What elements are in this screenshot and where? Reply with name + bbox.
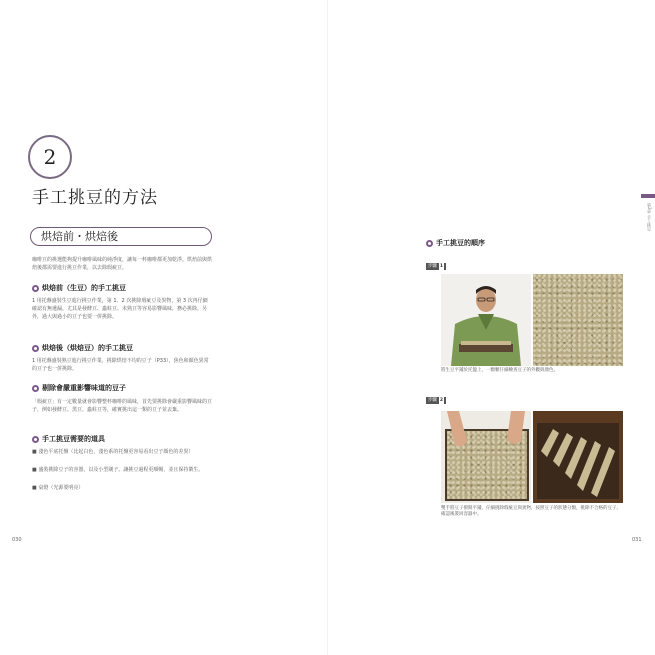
chapter-side-tab [641, 194, 655, 198]
chapter-number-badge [28, 135, 72, 179]
section-heading-3 [32, 383, 126, 393]
page-number-left: 030 [12, 537, 22, 543]
step-caption-2: 雙手將豆子撥開平鋪，仔細挑除瑕疵豆與異物，按照豆子的狀態分類，挑除不合格的豆子。確認後裝回容器中。 [441, 506, 621, 517]
tool-list-item: ■ 淺色平底托盤（比起白色，淺色系的托盤更容易看出豆子顏色的差異） [32, 449, 194, 455]
hands-illustration [441, 411, 531, 503]
step-caption-1: 將生豆平鋪於托盤上，一顆顆仔細檢查豆子的外觀與顏色。 [441, 368, 558, 373]
section-heading-4 [32, 434, 105, 444]
section-body-2: 1 用托盤盛裝熟豆進行挑豆作業，挑除烘焙不均的豆子（P33），焦色和顏色異常的豆子也一併挑除。 [32, 358, 209, 372]
section-body-3: 「瑕疵豆」有一定數量就會影響整杯咖啡的風味，首先要挑除會嚴重影響風味的豆子，例如發酵豆、黑豆、蟲蛀豆等，確實挑出這一類的豆子並丟棄。 [32, 399, 213, 413]
step-label: 步驟 [427, 264, 437, 269]
section-heading-text: 烘焙後（烘焙豆）的手工挑豆 [42, 344, 133, 352]
photo-sorted-bean-rows [533, 411, 623, 503]
chapter-title: 手工挑豆的方法 [32, 188, 158, 208]
chapter-number: 2 [43, 145, 57, 169]
step-label: 步驟 [427, 398, 437, 403]
bullet-circle-icon [32, 436, 39, 443]
bullet-circle-icon [32, 285, 39, 292]
section-heading-1 [32, 283, 126, 293]
procedure-heading [426, 238, 485, 248]
section-heading-text: 手工挑豆需要的道具 [42, 435, 105, 443]
section-heading-text: 烘焙前（生豆）的手工挑豆 [42, 284, 126, 292]
step-number: 2 [439, 398, 444, 403]
step-tag-2 [426, 397, 446, 404]
left-page [0, 0, 327, 655]
section-heading-text: 剔除會嚴重影響味道的豆子 [42, 384, 126, 392]
photo-hands-spreading-beans [441, 411, 531, 503]
bullet-circle-icon [32, 385, 39, 392]
step-tag-1 [426, 263, 446, 270]
section-heading-2 [32, 343, 133, 353]
section-banner: 烘焙前・烘焙後 [30, 227, 212, 246]
bullet-circle-icon [426, 240, 433, 247]
step-number: 1 [439, 264, 444, 269]
sorted-rows-illustration [533, 411, 623, 503]
intro-paragraph: 咖啡豆的挑選能夠提升咖啡風味的純淨度，讓每一杯咖啡都更加乾淨。烘焙前與烘焙後都需要進行挑豆作業，以去除瑕疵豆。 [32, 257, 213, 271]
page-number-right: 031 [632, 537, 642, 543]
tool-list-item: ■ 盛裝挑除豆子的容器，以及小型刷子。讓挑豆過程更順暢，並且保持衛生。 [32, 467, 204, 473]
barista-illustration [441, 274, 531, 366]
tool-list-item: ■ 桌燈（光源要明亮） [32, 485, 84, 491]
photo-barista-sorting [441, 274, 531, 366]
chapter-side-label: 第2章 手工挑豆 [647, 203, 652, 231]
bullet-circle-icon [32, 345, 39, 352]
section-body-1: 1 用托盤盛裝生豆進行挑豆作業，第 1、2 次挑除瑕疵豆及異物，第 3 次再仔細確認有無遺漏。尤其是發酵豆、蟲蛀豆、未熟豆等容易影響風味，務必挑除。另外，過大與過小的豆子也要一併挑除。 [32, 298, 208, 320]
photo-green-beans-closeup [533, 274, 623, 366]
procedure-heading-text: 手工挑豆的順序 [436, 239, 485, 247]
